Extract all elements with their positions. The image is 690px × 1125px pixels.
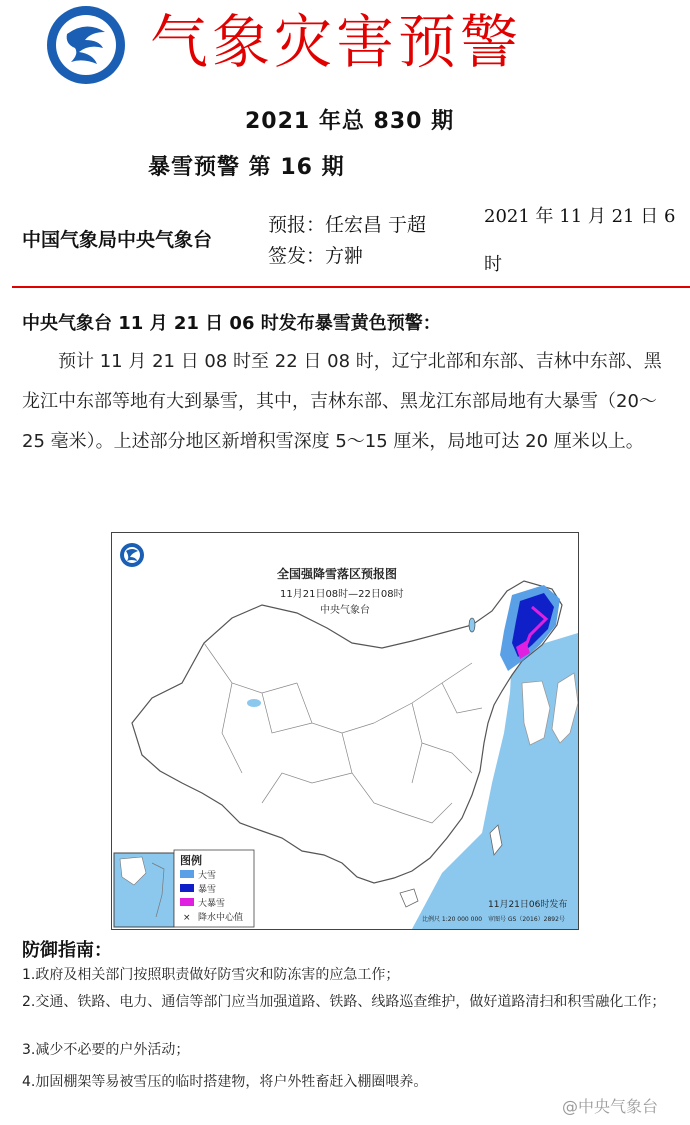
issue-date-line1: 2021 年 11 月 21 日 6 [484, 206, 676, 227]
map-issue-stamp: 11月21日06时发布 [488, 900, 568, 910]
alert-headline: 中央气象台 11 月 21 日 06 时发布暴雪黄色预警： [22, 313, 441, 334]
forecaster-line: 预报：任宏昌 于超 [268, 214, 427, 236]
map-review-number: 审图号 GS（2016）2892号 [488, 916, 565, 923]
guide-item-3: 3.减少不必要的户外活动； [22, 1042, 190, 1058]
hainan-island [400, 889, 418, 907]
weibo-watermark: @中央气象台 [562, 1097, 659, 1116]
guide-item-2: 2.交通、铁路、电力、通信等部门应当加强道路、铁路、线路巡查维护，做好道路清扫和积雪融化工作； [22, 994, 666, 1010]
map-title: 全国强降雪落区预报图 [277, 567, 398, 581]
guide-item-4: 4.加固棚架等易被雪压的临时搭建物，将户外牲畜赶入棚圈喂养。 [22, 1074, 428, 1090]
map-source: 中央气象台 [320, 605, 370, 616]
legend-swatch-blizzard [180, 884, 194, 892]
legend-swatch-extreme [180, 898, 194, 906]
header-divider [12, 286, 690, 288]
map-drawing [112, 533, 578, 929]
lake-qinghai [247, 699, 261, 707]
lake-xinjiang [469, 618, 475, 632]
guide-item-1: 1.政府及相关部门按照职责做好防雪灾和防冻害的应急工作； [22, 967, 400, 983]
masthead-title: 气象灾害预警 [150, 8, 523, 76]
cma-logo [45, 4, 127, 86]
alert-body: 预计 11 月 21 日 08 时至 22 日 08 时，辽宁北部和东部、吉林中东部、黑龙江中东部等地有大到暴雪，其中，吉林东部、黑龙江东部局地有大暴雪（20～25 毫米）。上述部分地区新增积雪深度 5～15 厘米，局地可达 20 厘米以上。 [22, 351, 662, 452]
issue-date-line2: 时 [484, 254, 502, 275]
legend-swatch-heavy-snow [180, 870, 194, 878]
legend-label-blizzard: 暴雪 [198, 885, 217, 895]
legend-label-heavy-snow: 大雪 [198, 871, 217, 881]
issue-subtitle: 暴雪预警 第 16 期 [148, 155, 345, 180]
map-scale-note: 比例尺 1:20 000 000 [422, 916, 483, 923]
issuer-line: 签发：方翀 [268, 245, 364, 267]
legend-symbol-center: × [183, 913, 191, 923]
issue-total-number: 2021 年总 830 期 [245, 109, 455, 134]
agency-name: 中国气象局中央气象台 [22, 229, 213, 251]
map-time-range: 11月21日08时—22日08时 [280, 589, 404, 600]
legend-title: 图例 [180, 854, 202, 867]
snowfall-forecast-map [111, 532, 579, 930]
legend-label-extreme: 大暴雪 [198, 899, 226, 909]
defense-guide-title: 防御指南： [22, 940, 112, 961]
legend-label-center: 降水中心值 [198, 913, 244, 923]
